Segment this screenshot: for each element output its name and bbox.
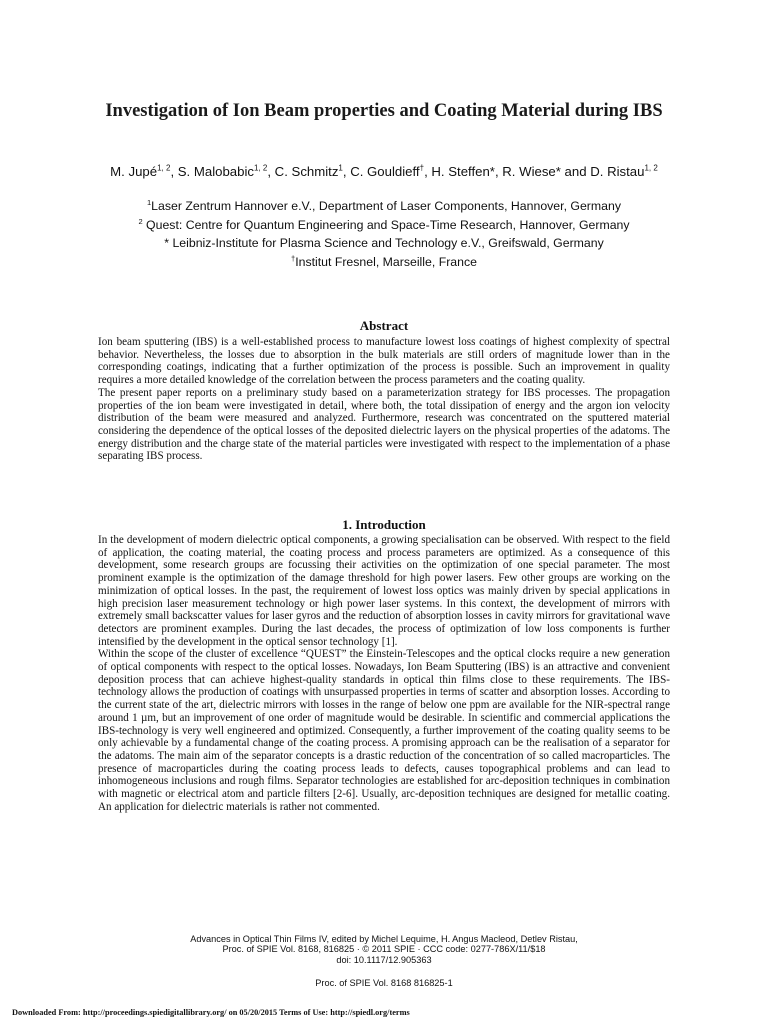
author: C. Gouldieff†, — [350, 163, 432, 179]
abstract-paragraph: Ion beam sputtering (IBS) is a well-established process to manufacture lowest loss coatings of highest complexity of spectral behavior. Nevertheless, the losses due to absorption in the bulk materials are still orders of magnitude lower than in the corresponding coatings, indicating that a further optimization of the process is possible. Such an improvement in quality requires a more detailed knowledge of the correlation between the process parameters and the coating quality. — [98, 336, 670, 387]
footer-line: doi: 10.1117/12.905363 — [336, 954, 432, 965]
affiliation-list — [60, 197, 708, 271]
abstract-heading: Abstract — [359, 318, 409, 333]
affiliation: †Institut Fresnel, Marseille, France — [291, 253, 477, 269]
affiliation: $^1$Laser Zentrum Hannover e.V., Department of Laser Components, Hannover, Germany — [147, 197, 621, 213]
introduction-paragraph: Within the scope of the cluster of excellence “QUEST” the Einstein-Telescopes and the optical clocks require a new generation of optical components with respect to the optical losses. Nowadays, Ion Beam Sputtering (IBS) is an attractive and convenient deposition process that can achieve highest-quality standards in optical thin films close to these requirements. The IBS-technology allows the production of coatings with unsurpassed properties in terms of scatter and absorption losses. According to the current state of the art, dielectric mirrors with losses in the range of below one ppm are available for the NIR-spectral range around 1 µm, but an improvement of one order of magnitude would be desirable. In scientific and commercial applications the IBS-technology is very well engineered and optimized. Consequently, a further improvement of the coating quality seems to be only achievable by a fundamental change of the coating process. A promising approach can be the realisation of a separator for the adatoms. The main aim of the separator concepts is a drastic reduction of the concentration of so called macroparticles. The presence of macroparticles during the coating process leads to defects, causes topographical problems and can lead to inhomogeneous inclusions and rough films. Separator technologies are established for arc-deposition techniques in combination with magnetic or electrical atom and particle filters [2-6]. Usually, arc-deposition techniques are designed for metallic coating. An application for dielectric materials is rather not commented. — [98, 648, 670, 813]
author: R. Wiese* and — [502, 164, 591, 179]
author: C. Schmitz$^1$, — [274, 163, 351, 179]
abstract-paragraph: The present paper reports on a preliminary study based on a parameterization strategy for IBS processes. The propagation properties of the ion beam were investigated in detail, where both, the total dissipation of energy and the argon ion velocity distribution of the beam were measured and analyzed. Furthermore, research was concentrated on the sputtered material considering the dependence of the optical losses of the deposited dielectric layers on the physical properties of the adatoms. The energy distribution and the charge state of the material particles were investigated with respect to the implementation of a phase separating IBS process. — [98, 386, 670, 463]
footer-line: Advances in Optical Thin Films IV, edited by Michel Lequime, H. Angus Macleod, Detlev Ristau, — [190, 934, 578, 944]
author: H. Steffen*, — [431, 164, 503, 179]
footer-line: Proc. of SPIE Vol. 8168, 816825 · © 2011 SPIE · CCC code: 0277-786X/11/$18 — [222, 944, 546, 955]
author: D. Ristau$^{1, 2}$ — [590, 163, 658, 179]
abstract-body — [98, 336, 670, 463]
introduction-heading: 1. Introduction — [342, 517, 426, 532]
affiliation: * Leibniz-Institute for Plasma Science and Technology e.V., Greifswald, Germany — [164, 236, 604, 250]
author-list — [40, 163, 728, 181]
page-identifier: Proc. of SPIE Vol. 8168 816825-1 — [315, 978, 453, 988]
paper-title: Investigation of Ion Beam properties and Coating Material during IBS — [105, 101, 663, 121]
introduction-paragraph: In the development of modern dielectric optical components, a growing specialisation can be observed. With respect to the field of application, the coating material, the coating process and process parameters are optimized. As a consequence of this development, some research groups are focussing their activities on the optimization of one special parameter. The most prominent example is the optimization of the damage threshold for high power lasers. Few other groups are working on the minimization of optical losses. In the past, the requirement of lowest loss optics was mainly driven by special applications in high precision laser measurement technology or high power laser systems. In this context, the development of mirrors with extremely small backscatter values for laser gyros and the reduction of absorption losses in cavity mirrors for gravitational wave detectors are prominent examples. During the last decades, the process of optimization of low loss components is further intensified by the development in the optical sensor technology [1]. — [98, 534, 670, 648]
author: S. Malobabic$^{1, 2}$, — [177, 163, 275, 179]
introduction-body — [98, 534, 670, 813]
publication-footer — [120, 934, 648, 965]
author: M. Jupé$^{1, 2}$, — [110, 163, 178, 179]
download-notice: Downloaded From: http://proceedings.spiedigitallibrary.org/ on 05/20/2015 Terms of Use: http://spiedl.org/terms — [12, 1008, 410, 1017]
affiliation: $^2$ Quest: Centre for Quantum Engineering and Space-Time Research, Hannover, Germany — [138, 216, 630, 232]
